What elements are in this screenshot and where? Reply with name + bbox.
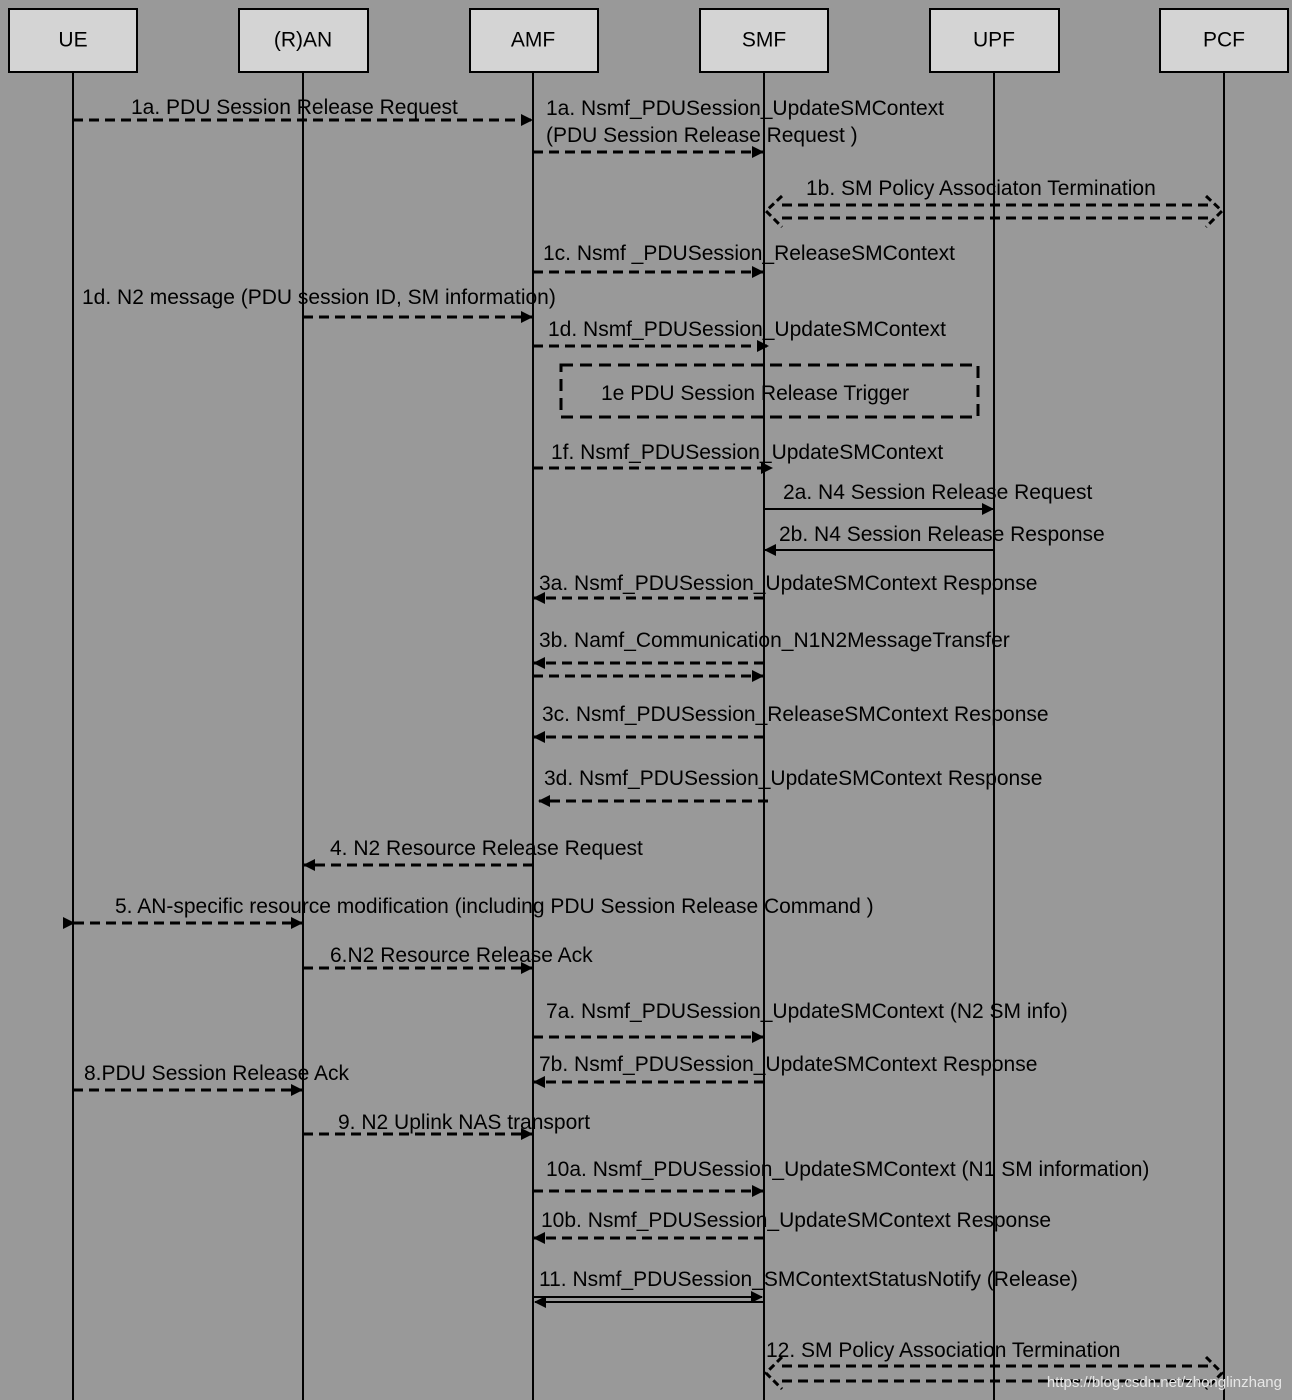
actor-pcf bbox=[1160, 9, 1288, 72]
msg-1b-right-chevron bbox=[1206, 196, 1222, 227]
msg-11-label: 11. Nsmf_PDUSession_SMContextStatusNotify (Release) bbox=[539, 1268, 1078, 1291]
msg-2b-label: 2b. N4 Session Release Response bbox=[779, 523, 1105, 546]
msg-12-label: 12. SM Policy Association Termination bbox=[766, 1339, 1121, 1362]
msg-2a-label: 2a. N4 Session Release Request bbox=[783, 481, 1093, 504]
msg-7a-label: 7a. Nsmf_PDUSession_UpdateSMContext (N2 SM info) bbox=[546, 1000, 1068, 1023]
actor-upf bbox=[930, 9, 1059, 72]
msg-1b-label: 1b. SM Policy Associaton Termination bbox=[806, 177, 1156, 200]
actor-ue-label: UE bbox=[58, 28, 88, 52]
actor-ran-label: (R)AN bbox=[273, 28, 333, 52]
msg-3b-label: 3b. Namf_Communication_N1N2MessageTransfer bbox=[539, 629, 1010, 652]
msg-1e-label: 1e PDU Session Release Trigger bbox=[601, 382, 910, 405]
actor-ran bbox=[239, 9, 368, 72]
msg-1d-ran-label: 1d. N2 message (PDU session ID, SM information) bbox=[82, 286, 556, 309]
msg-1b-left-chevron bbox=[766, 196, 782, 227]
actor-amf bbox=[470, 9, 598, 72]
msg-1d-amf-label: 1d. Nsmf_PDUSession_UpdateSMContext bbox=[548, 318, 947, 341]
msg-6-label: 6.N2 Resource Release Ack bbox=[330, 944, 593, 967]
msg-8-label: 8.PDU Session Release Ack bbox=[84, 1062, 349, 1085]
msg-3c-label: 3c. Nsmf_PDUSession_ReleaseSMContext Response bbox=[542, 703, 1049, 726]
msg-9-label: 9. N2 Uplink NAS transport bbox=[338, 1111, 591, 1134]
msg-7b-label: 7b. Nsmf_PDUSession_UpdateSMContext Response bbox=[539, 1053, 1038, 1076]
msg-1c-label: 1c. Nsmf _PDUSession_ReleaseSMContext bbox=[543, 242, 956, 265]
msg-1a-amf-label-line1: 1a. Nsmf_PDUSession_UpdateSMContext bbox=[546, 97, 945, 120]
msg-1a-amf-label-line2: (PDU Session Release Request ) bbox=[546, 124, 858, 147]
msg-3a-label: 3a. Nsmf_PDUSession_UpdateSMContext Response bbox=[539, 572, 1038, 595]
msg-1f-label: 1f. Nsmf_PDUSession_UpdateSMContext bbox=[551, 441, 944, 464]
msg-3d-label: 3d. Nsmf_PDUSession_UpdateSMContext Response bbox=[544, 767, 1043, 790]
actor-amf-label: AMF bbox=[510, 28, 556, 52]
msg-4-label: 4. N2 Resource Release Request bbox=[330, 837, 643, 860]
actor-pcf-label: PCF bbox=[1203, 28, 1245, 52]
watermark: https://blog.csdn.net/zhonglinzhang bbox=[1046, 1374, 1282, 1391]
actor-smf bbox=[700, 9, 828, 72]
msg-1a-ue-label: 1a. PDU Session Release Request bbox=[131, 96, 458, 119]
actor-smf-label: SMF bbox=[741, 28, 787, 52]
actor-upf-label: UPF bbox=[973, 28, 1015, 52]
msg-5-label: 5. AN-specific resource modification (including PDU Session Release Command ) bbox=[115, 895, 874, 918]
actor-ue bbox=[9, 9, 137, 72]
msg-10a-label: 10a. Nsmf_PDUSession_UpdateSMContext (N1 SM information) bbox=[546, 1158, 1150, 1181]
msg-10b-label: 10b. Nsmf_PDUSession_UpdateSMContext Response bbox=[541, 1209, 1052, 1232]
